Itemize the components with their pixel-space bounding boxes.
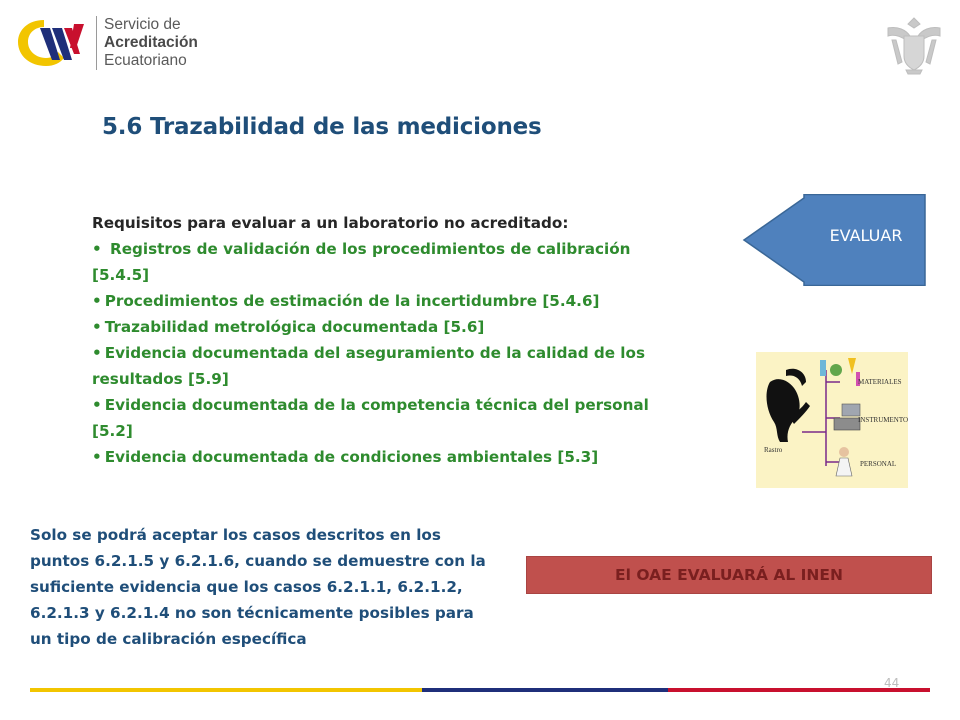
slide-title: 5.6 Trazabilidad de las mediciones xyxy=(102,114,542,140)
bullet: • xyxy=(92,292,102,310)
requirement-text: Trazabilidad metrológica documentada [5.6] xyxy=(104,318,485,336)
label-instrumentos: INSTRUMENTOS xyxy=(858,416,908,424)
requirement-item xyxy=(92,444,692,470)
evaluar-label: EVALUAR xyxy=(829,226,903,245)
requirement-item xyxy=(92,392,692,444)
page-number: 44 xyxy=(884,676,900,690)
logo-line-1: Servicio de xyxy=(104,16,181,33)
requirement-text: Evidencia documentada de la competencia técnica del personal [5.2] xyxy=(92,396,649,440)
logo-line-3: Ecuatoriano xyxy=(104,52,187,69)
label-personal: PERSONAL xyxy=(860,460,897,468)
bullet: • xyxy=(92,448,102,466)
requirement-item xyxy=(92,314,692,340)
requirement-text: Evidencia documentada de condiciones ambientales [5.3] xyxy=(104,448,599,466)
footer-stripe-yellow xyxy=(30,688,422,692)
bullet: • xyxy=(92,396,102,414)
requirement-text: Evidencia documentada del aseguramiento de la calidad de los resultados [5.9] xyxy=(92,344,645,388)
oae-banner-text: El OAE EVALUARÁ AL INEN xyxy=(615,566,843,584)
requirements-heading: Requisitos para evaluar a un laboratorio no acreditado: xyxy=(92,214,569,232)
requirement-text: Procedimientos de estimación de la incertidumbre [5.4.6] xyxy=(104,292,600,310)
requirement-item xyxy=(92,236,692,288)
sae-logo-mark-icon xyxy=(14,14,92,70)
label-materiales: MATERIALES xyxy=(858,378,902,386)
requirement-text: Registros de validación de los procedimientos de calibración [5.4.5] xyxy=(92,240,631,284)
logo-divider xyxy=(96,16,97,70)
footer-stripe-blue xyxy=(422,688,668,692)
bullet: • xyxy=(92,344,102,362)
traceability-diagram-icon xyxy=(756,352,908,488)
requirement-item xyxy=(92,340,692,392)
logo-line-2: Acreditación xyxy=(104,34,198,51)
sae-logo xyxy=(14,12,198,76)
oae-banner xyxy=(526,556,932,594)
coat-of-arms-icon xyxy=(882,14,946,76)
requirements-block xyxy=(92,210,692,470)
bullet: • xyxy=(92,240,102,258)
requirement-item xyxy=(92,288,692,314)
acceptance-note: Solo se podrá aceptar los casos descritos en los puntos 6.2.1.5 y 6.2.1.6, cuando se demuestre con la suficiente evidencia que los casos 6.2.1.1, 6.2.1.2, 6.2.1.3 y 6.2.1.4 no son técnicamente posibles para un tipo de calibración específica xyxy=(30,526,486,648)
logo-text xyxy=(104,16,198,70)
requirements-list xyxy=(92,236,692,470)
bullet: • xyxy=(92,318,102,336)
label-rastro: Rastro xyxy=(764,446,783,454)
traceability-illustration xyxy=(756,352,908,488)
